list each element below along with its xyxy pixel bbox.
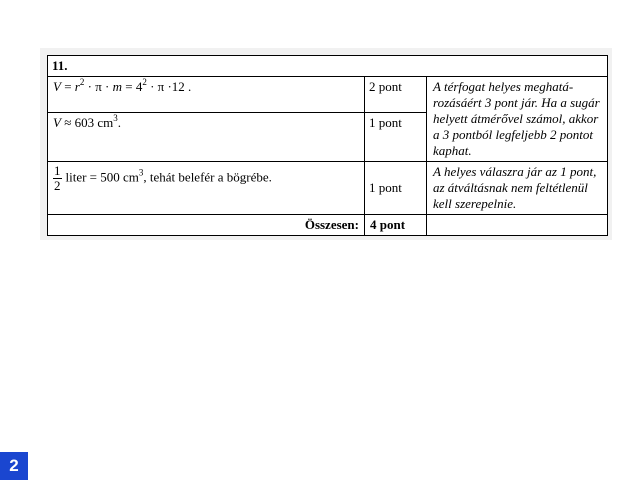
points-cell: 2 pont (365, 77, 427, 113)
task-header-row (48, 56, 608, 77)
table-row (48, 77, 608, 113)
scoring-table (47, 55, 608, 236)
scoring-note: A helyes válaszra jár az 1 pont, az átváltásnak nem feltétlenül kell szerepelnie. (427, 162, 608, 215)
total-row (48, 215, 608, 236)
total-label: Összesen: (48, 215, 365, 236)
task-number: 11. (48, 56, 608, 77)
page-number-badge[interactable]: 2 (0, 452, 28, 480)
formula-cell: $\frac{1}{2}$ liter = 500 $cm^3$, tehát belefér a bögrébe. (48, 162, 365, 215)
fraction: $\frac{1}{2}$ (54, 163, 61, 193)
scoring-note: A térfogat helyes meghatá-rozásáért 3 pont jár. Ha a sugár helyett átmérővel számol, akkor a 3 pontból legfeljebb 2 pontot kaphat. (427, 77, 608, 162)
empty-cell (427, 215, 608, 236)
total-points: 4 pont (365, 215, 427, 236)
formula-cell: V ≈ 603 $cm^3$. (48, 112, 365, 162)
points-cell: 1 pont (365, 112, 427, 162)
points-cell: 1 pont (365, 162, 427, 215)
formula-cell: $V = r^2 \cdot \pi \cdot m = 4^2 \cdot \pi \cdot 12$ . (48, 77, 365, 113)
table-row (48, 162, 608, 215)
